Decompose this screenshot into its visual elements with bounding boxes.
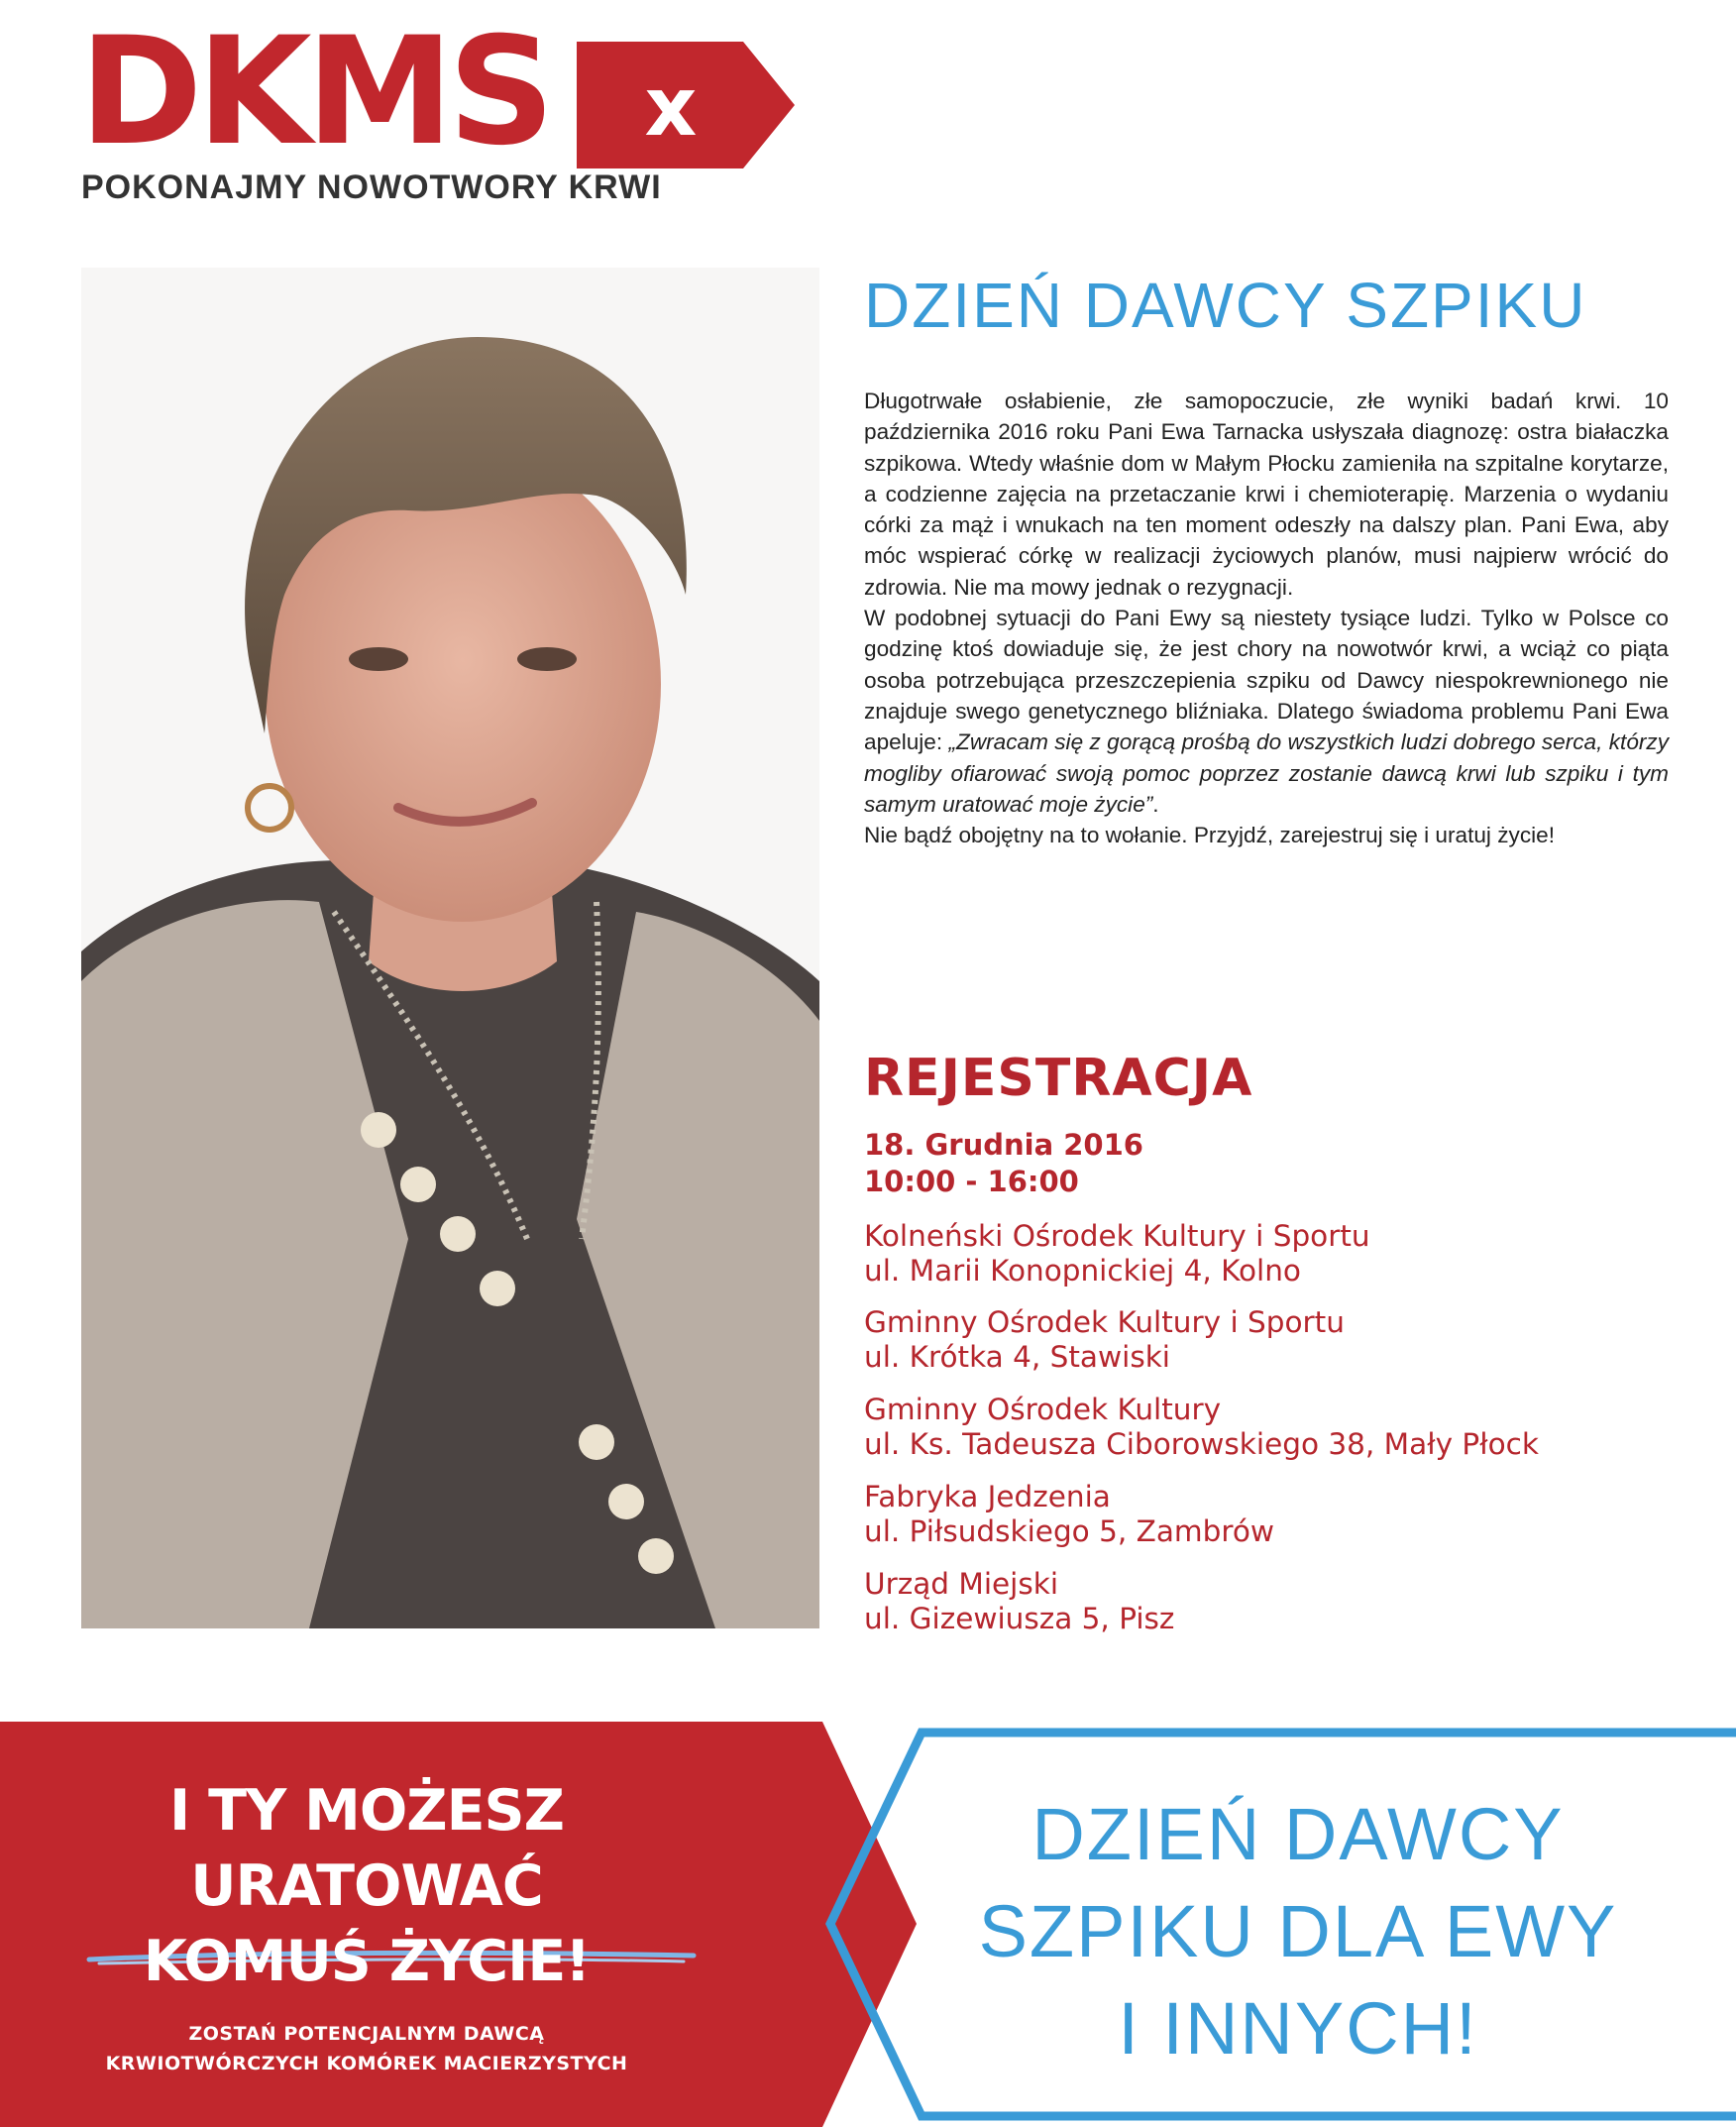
- logo-badge-glyph: x: [644, 60, 698, 155]
- registration-date: 18. Grudnia 2016: [864, 1128, 1143, 1162]
- location-item: [864, 1305, 1345, 1375]
- article-body: [864, 386, 1669, 850]
- location-name: Gminny Ośrodek Kultury i Sportu: [864, 1305, 1345, 1339]
- cta-banner: [0, 1722, 922, 2127]
- event-banner-title: [941, 1786, 1655, 2077]
- registration-title: REJESTRACJA: [864, 1049, 1253, 1108]
- portrait-photo: [81, 268, 819, 1628]
- logo-tagline: POKONAJMY NOWOTWORY KRWI: [81, 168, 662, 206]
- location-name: Kolneński Ośrodek Kultury i Sportu: [864, 1219, 1370, 1253]
- cta-sub-line-1: ZOSTAŃ POTENCJALNYM DAWCĄ: [188, 2023, 545, 2045]
- cta-subline: [0, 2019, 733, 2078]
- location-item: [864, 1480, 1274, 1549]
- body-paragraph-3: Nie bądź obojętny na to wołanie. Przyjdź, zarejestruj się i uratuj życie!: [864, 823, 1555, 848]
- location-name: Urząd Miejski: [864, 1567, 1059, 1601]
- location-item: [864, 1393, 1539, 1462]
- location-item: [864, 1567, 1174, 1636]
- location-name: Fabryka Jedzenia: [864, 1480, 1111, 1513]
- body-paragraph-2-lead: W podobnej sytuacji do Pani Ewy są niestety tysiące ludzi. Tylko w Polsce co godzinę ktoś dowiaduje się, że jest chory na nowotwór krwi, a wciąż co piąta osoba potrzebująca przeszczepienia szpiku od Dawcy niespokrewnionego nie znajduje swego genetycznego bliźniaka. Dlatego świadoma problemu Pani Ewa apeluje:: [864, 606, 1669, 755]
- cta-line-1: I TY MOŻESZ: [169, 1778, 564, 1844]
- body-paragraph-2: [864, 603, 1669, 820]
- location-address: ul. Marii Konopnickiej 4, Kolno: [864, 1254, 1301, 1287]
- event-banner: [822, 1722, 1736, 2127]
- event-banner-line-2: SZPIKU DLA EWY: [978, 1890, 1618, 1972]
- location-address: ul. Piłsudskiego 5, Zambrów: [864, 1514, 1275, 1548]
- cta-headline: [0, 1773, 733, 1999]
- location-name: Gminny Ośrodek Kultury: [864, 1393, 1222, 1426]
- body-quote: „Zwracam się z gorącą prośbą do wszystkich ludzi dobrego serca, którzy mogliby ofiarować swoją pomoc poprzez zostanie dawcą krwi lub szpiku i tym samym uratować moje życie”: [864, 729, 1670, 817]
- cta-line-2: URATOWAĆ: [190, 1853, 543, 1919]
- event-banner-line-1: DZIEŃ DAWCY: [1031, 1793, 1565, 1875]
- location-address: ul. Ks. Tadeusza Ciborowskiego 38, Mały Płock: [864, 1427, 1539, 1461]
- location-address: ul. Gizewiusza 5, Pisz: [864, 1602, 1175, 1635]
- body-paragraph-1: Długotrwałe osłabienie, złe samopoczucie, złe wyniki badań krwi. 10 października 2016 roku Pani Ewa Tarnacka usłyszała diagnozę: ostra białaczka szpikowa. Wtedy właśnie dom w Małym Płocku zamieniła na szpitalne korytarze, a codzienne zajęcia na przetaczanie krwi i chemioterapię. Marzenia o wydaniu córki za mąż i wnukach na ten moment odeszły na dalszy plan. Pani Ewa, aby móc wspierać córkę w realizacji życiowych planów, musi najpierw wrócić do zdrowia. Nie ma mowy jednak o rezygnacji.: [864, 389, 1669, 600]
- dkms-logo: [79, 6, 723, 218]
- cta-sub-line-2: KRWIOTWÓRCZYCH KOMÓREK MACIERZYSTYCH: [105, 2053, 628, 2074]
- location-address: ul. Krótka 4, Stawiski: [864, 1340, 1170, 1374]
- logo-wordmark: DKMS: [79, 6, 550, 178]
- registration-time: 10:00 - 16:00: [864, 1165, 1079, 1198]
- page-headline: DZIEŃ DAWCY SZPIKU: [864, 270, 1587, 341]
- logo-arrow-badge-icon: [577, 42, 795, 168]
- body-paragraph-2-end: .: [1152, 791, 1159, 817]
- location-item: [864, 1219, 1370, 1288]
- cta-line-3: KOMUŚ ŻYCIE!: [143, 1929, 591, 1994]
- event-banner-line-3: I INNYCH!: [1118, 1987, 1478, 2070]
